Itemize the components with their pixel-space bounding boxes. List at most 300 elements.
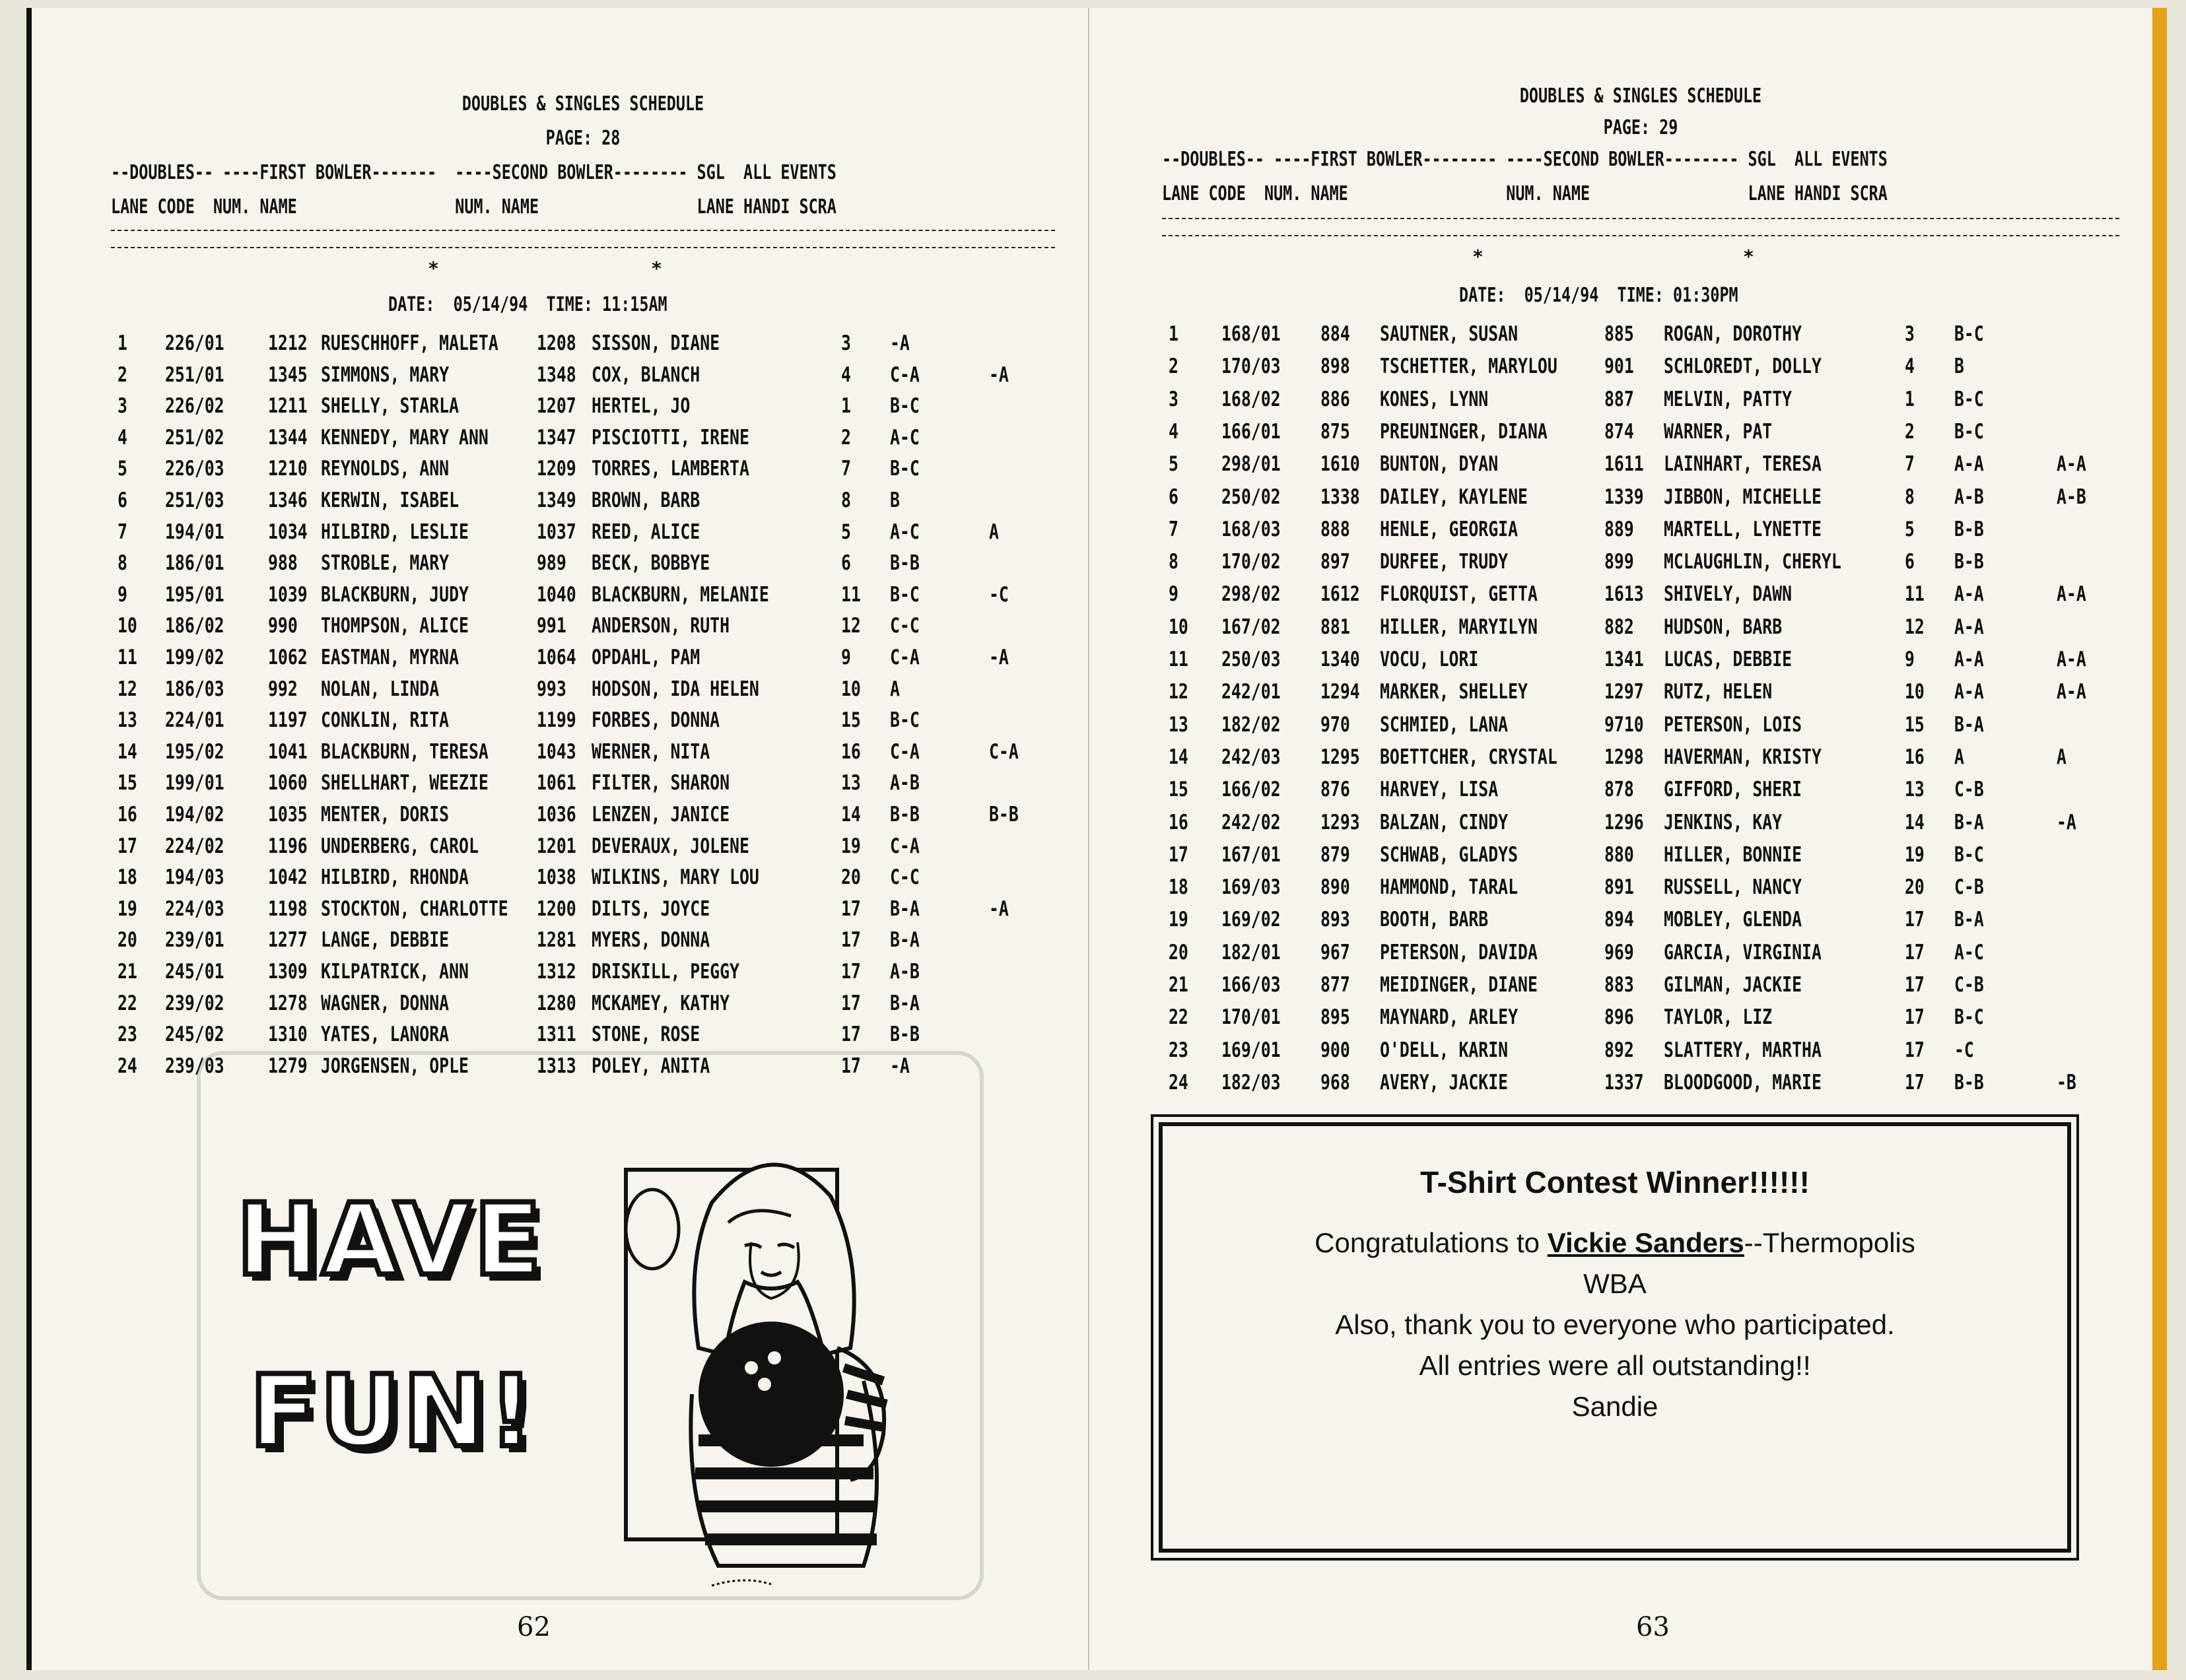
singles-lane: 16	[841, 739, 861, 764]
first-bowler-name: FLORQUIST, GETTA	[1380, 582, 1538, 607]
second-bowler-num: 1281	[537, 928, 576, 953]
first-bowler-name: KILPATRICK, ANN	[321, 960, 469, 984]
handicap-event: B-B	[890, 551, 920, 576]
table-row	[1162, 485, 2119, 518]
first-bowler-num: 881	[1320, 615, 1350, 639]
first-bowler-name: KONES, LYNN	[1380, 387, 1489, 411]
singles-lane: 2	[841, 425, 851, 450]
row-number: 13	[118, 708, 137, 733]
first-bowler-name: BLACKBURN, JUDY	[321, 582, 469, 607]
singles-lane: 17	[841, 960, 861, 984]
first-bowler-num: 875	[1320, 419, 1350, 444]
first-bowler-num: 1197	[268, 708, 308, 733]
table-row	[1162, 745, 2119, 778]
row-number: 15	[1169, 778, 1188, 802]
second-bowler-name: HILLER, BONNIE	[1664, 842, 1802, 867]
singles-lane: 5	[1905, 517, 1915, 541]
second-bowler-name: GIFFORD, SHERI	[1664, 778, 1802, 802]
singles-lane: 17	[1905, 908, 1925, 932]
org-line: WBA	[1583, 1268, 1647, 1299]
row-number: 17	[1169, 842, 1188, 867]
table-row	[1162, 518, 2119, 551]
handicap-event: A-A	[1954, 452, 1984, 477]
row-number: 19	[1169, 908, 1188, 932]
row-number: 11	[118, 646, 137, 669]
second-bowler-num: 1207	[537, 394, 576, 419]
first-bowler-name: MEIDINGER, DIANE	[1380, 973, 1538, 997]
thanks-line: Also, thank you to everyone who participated.	[1335, 1309, 1895, 1340]
first-bowler-num: 1293	[1320, 810, 1360, 834]
doubles-lane-code: 170/01	[1221, 1005, 1281, 1030]
first-bowler-name: HARVEY, LISA	[1380, 778, 1499, 802]
table-row	[1162, 713, 2119, 746]
schedule-title: DOUBLES & SINGLES SCHEDULE	[1519, 84, 1762, 108]
singles-lane: 17	[841, 928, 861, 953]
second-bowler-num: 887	[1604, 387, 1634, 411]
first-bowler-num: 884	[1320, 322, 1350, 346]
doubles-lane-code: 226/02	[165, 394, 224, 419]
singles-lane: 17	[841, 896, 861, 921]
first-bowler-name: SIMMONS, MARY	[321, 362, 450, 387]
singles-lane: 17	[1905, 1005, 1925, 1030]
first-bowler-name: STOCKTON, CHARLOTTE	[321, 896, 508, 921]
singles-lane: 2	[1905, 419, 1915, 444]
second-bowler-name: LAINHART, TERESA	[1664, 452, 1822, 477]
first-bowler-name: HILLER, MARYILYN	[1380, 615, 1538, 639]
second-bowler-num: 969	[1604, 940, 1634, 964]
page-number: 63	[1636, 1612, 1670, 1642]
doubles-lane-code: 250/02	[1221, 485, 1281, 509]
first-bowler-name: WAGNER, DONNA	[321, 991, 450, 1015]
scratch-event: A-A	[2057, 648, 2086, 671]
row-number: 18	[1169, 875, 1188, 900]
first-bowler-num: 1198	[268, 896, 308, 921]
handicap-event: B	[1954, 354, 1964, 379]
singles-lane: 7	[1905, 452, 1915, 477]
singles-lane: 12	[841, 614, 861, 638]
singles-lane: 11	[841, 582, 861, 607]
table-row	[111, 740, 1055, 773]
doubles-lane-code: 298/02	[1221, 582, 1281, 607]
second-bowler-num: 1209	[537, 457, 576, 481]
second-bowler-name: RUTZ, HELEN	[1664, 680, 1773, 704]
first-bowler-num: 1294	[1320, 680, 1360, 704]
second-bowler-num: 894	[1604, 908, 1634, 932]
table-row	[1162, 1005, 2119, 1038]
first-bowler-name: UNDERBERG, CAROL	[321, 834, 479, 858]
scratch-event: B-B	[989, 803, 1019, 826]
handicap-event: B-A	[890, 928, 920, 953]
winner-name: Vickie Sanders	[1547, 1227, 1744, 1258]
singles-lane: 13	[1905, 778, 1925, 802]
second-bowler-num: 991	[537, 614, 566, 638]
first-bowler-num: 1610	[1320, 452, 1360, 477]
second-bowler-num: 1061	[537, 771, 576, 795]
second-bowler-name: LUCAS, DEBBIE	[1664, 648, 1793, 671]
singles-lane: 14	[841, 803, 861, 826]
row-number: 22	[118, 991, 137, 1015]
doubles-lane-code: 167/01	[1221, 842, 1281, 867]
handicap-event: A-C	[1954, 940, 1984, 964]
first-bowler-num: 895	[1320, 1005, 1350, 1030]
row-number: 21	[1169, 973, 1188, 997]
first-bowler-name: DURFEE, TRUDY	[1380, 550, 1509, 574]
first-bowler-name: NOLAN, LINDA	[321, 677, 440, 701]
first-bowler-name: PREUNINGER, DIANA	[1380, 419, 1548, 444]
doubles-lane-code: 245/01	[165, 960, 224, 984]
first-bowler-num: 1279	[268, 1054, 308, 1078]
singles-lane: 3	[841, 331, 851, 355]
scratch-event: A-A	[2057, 680, 2086, 704]
doubles-lane-code: 168/03	[1221, 517, 1281, 541]
table-row	[111, 803, 1055, 836]
first-bowler-num: 1196	[268, 834, 308, 858]
singles-lane: 6	[841, 551, 851, 576]
fun-text-graphic: FUN!	[250, 1355, 537, 1469]
handicap-event: A-C	[890, 425, 920, 450]
doubles-lane-code: 242/02	[1221, 810, 1281, 834]
first-bowler-name: BLACKBURN, TERESA	[321, 739, 489, 764]
doubles-lane-code: 168/02	[1221, 387, 1281, 411]
singles-lane: 17	[1905, 1038, 1925, 1062]
second-bowler-num: 1043	[537, 739, 576, 764]
handicap-event: A-A	[1954, 615, 1984, 639]
second-bowler-num: 1298	[1604, 745, 1644, 769]
doubles-lane-code: 186/03	[165, 677, 224, 701]
second-bowler-num: 1348	[537, 362, 576, 387]
handicap-event: B-A	[890, 991, 920, 1015]
column-header-line-2: LANE CODE NUM. NAME NUM. NAME LANE HANDI SCRA	[111, 195, 837, 218]
first-bowler-num: 992	[268, 677, 298, 701]
singles-lane: 3	[1905, 322, 1915, 346]
first-bowler-name: EASTMAN, MYRNA	[321, 646, 460, 669]
second-bowler-name: HERTEL, JO	[592, 394, 691, 419]
second-bowler-num: 993	[537, 677, 566, 701]
handicap-event: B-B	[890, 803, 920, 826]
singles-lane: 16	[1905, 745, 1925, 769]
singles-lane: 6	[1905, 550, 1915, 574]
handicap-event: B-C	[890, 394, 920, 419]
singles-lane: 7	[841, 457, 851, 481]
doubles-lane-code: 239/01	[165, 928, 224, 953]
row-number: 12	[1169, 680, 1188, 704]
table-row	[111, 363, 1055, 396]
singles-lane: 20	[1905, 875, 1925, 900]
first-bowler-name: HAMMOND, TARAL	[1380, 875, 1519, 900]
row-number: 9	[118, 582, 127, 607]
doubles-lane-code: 186/02	[165, 614, 224, 638]
first-bowler-num: 890	[1320, 875, 1350, 900]
second-bowler-name: REED, ALICE	[592, 520, 700, 544]
second-bowler-name: FILTER, SHARON	[592, 771, 730, 795]
table-row	[111, 551, 1055, 584]
row-number: 5	[118, 457, 127, 481]
congrats-line	[1163, 1223, 2067, 1263]
table-row	[1162, 387, 2119, 420]
table-row	[1162, 680, 2119, 713]
doubles-lane-code: 195/02	[165, 739, 224, 764]
doubles-lane-code: 199/02	[165, 646, 224, 669]
doubles-lane-code: 166/01	[1221, 419, 1281, 444]
doubles-lane-code: 194/03	[165, 865, 224, 890]
row-number: 20	[118, 928, 137, 953]
first-bowler-num: 1309	[268, 960, 308, 984]
first-bowler-num: 988	[268, 551, 298, 576]
handicap-event: -A	[890, 1054, 910, 1078]
row-number: 18	[118, 865, 137, 890]
second-bowler-num: 889	[1604, 517, 1634, 541]
doubles-lane-code: 166/03	[1221, 973, 1281, 997]
scratch-event: -C	[989, 582, 1009, 607]
row-number: 14	[118, 739, 137, 764]
doubles-lane-code: 226/01	[165, 331, 224, 355]
first-bowler-name: BALZAN, CINDY	[1380, 810, 1509, 834]
singles-lane: 15	[1905, 712, 1925, 737]
handicap-event: -C	[1954, 1038, 1974, 1062]
row-number: 9	[1169, 582, 1178, 607]
first-bowler-num: 1212	[268, 331, 308, 355]
table-row	[111, 897, 1055, 930]
doubles-lane-code: 170/02	[1221, 550, 1281, 574]
schedule-title: DOUBLES & SINGLES SCHEDULE	[461, 92, 704, 116]
table-row	[1162, 582, 2119, 615]
handicap-event: B-C	[890, 457, 920, 481]
winner-heading: T-Shirt Contest Winner!!!!!!	[1420, 1165, 1810, 1199]
asterisk-marker: *	[1743, 246, 1754, 267]
doubles-lane-code: 168/01	[1221, 322, 1281, 346]
second-bowler-name: TORRES, LAMBERTA	[592, 457, 749, 481]
singles-lane: 8	[841, 488, 851, 512]
doubles-lane-code: 251/01	[165, 362, 224, 387]
handicap-event: A	[1954, 745, 1964, 769]
table-row	[1162, 941, 2119, 974]
singles-lane: 1	[841, 394, 851, 419]
second-bowler-num: 901	[1604, 354, 1634, 379]
second-bowler-name: GILMAN, JACKIE	[1664, 973, 1802, 997]
second-bowler-num: 1611	[1604, 452, 1644, 477]
second-bowler-name: BLACKBURN, MELANIE	[592, 582, 769, 607]
doubles-lane-code: 169/02	[1221, 908, 1281, 932]
handicap-event: C-B	[1954, 973, 1984, 997]
table-row	[111, 614, 1055, 647]
first-bowler-name: HILBIRD, RHONDA	[321, 865, 469, 890]
table-row	[111, 771, 1055, 804]
handicap-event: A-B	[1954, 485, 1984, 509]
row-number: 7	[1169, 517, 1178, 541]
first-bowler-num: 900	[1320, 1038, 1350, 1062]
scratch-event: -A	[2057, 810, 2076, 834]
first-bowler-name: SCHWAB, GLADYS	[1380, 842, 1519, 867]
first-bowler-name: HILBIRD, LESLIE	[321, 520, 469, 544]
doubles-lane-code: 170/03	[1221, 354, 1281, 379]
first-bowler-name: AVERY, JACKIE	[1380, 1070, 1509, 1094]
congrats-suffix: --Thermopolis	[1744, 1227, 1915, 1258]
table-row	[1162, 778, 2119, 811]
handicap-event: A-C	[890, 520, 920, 544]
row-number: 3	[118, 394, 127, 419]
table-row	[1162, 648, 2119, 681]
handicap-event: C-A	[890, 646, 920, 669]
singles-lane: 17	[1905, 973, 1925, 997]
second-bowler-name: SLATTERY, MARTHA	[1664, 1038, 1822, 1062]
first-bowler-num: 1035	[268, 803, 308, 826]
first-bowler-name: DAILEY, KAYLENE	[1380, 485, 1528, 509]
second-bowler-name: MYERS, DONNA	[592, 928, 710, 953]
first-bowler-name: MARKER, SHELLEY	[1380, 680, 1528, 704]
first-bowler-num: 1277	[268, 928, 308, 953]
second-bowler-num: 1613	[1604, 582, 1644, 607]
second-bowler-num: 896	[1604, 1005, 1634, 1030]
second-bowler-num: 1339	[1604, 485, 1644, 509]
singles-lane: 10	[1905, 680, 1925, 704]
row-number: 2	[118, 362, 127, 387]
first-bowler-num: 1310	[268, 1023, 308, 1047]
handicap-event: A-A	[1954, 648, 1984, 671]
second-bowler-name: RUSSELL, NANCY	[1664, 875, 1802, 900]
header-rule	[111, 247, 1055, 248]
second-bowler-num: 899	[1604, 550, 1634, 574]
doubles-lane-code: 224/02	[165, 834, 224, 858]
table-row	[111, 834, 1055, 867]
doubles-lane-code: 250/03	[1221, 648, 1281, 671]
row-number: 8	[1169, 550, 1178, 574]
handicap-event: C-C	[890, 614, 920, 638]
row-number: 16	[118, 803, 137, 826]
page-label: PAGE: 29	[1603, 116, 1678, 139]
second-bowler-name: WERNER, NITA	[592, 739, 710, 764]
first-bowler-num: 1042	[268, 865, 308, 890]
row-number: 23	[1169, 1038, 1188, 1062]
second-bowler-num: 882	[1604, 615, 1634, 639]
second-bowler-num: 1297	[1604, 680, 1644, 704]
first-bowler-num: 1338	[1320, 485, 1360, 509]
handicap-event: B-C	[1954, 419, 1984, 444]
singles-lane: 19	[1905, 842, 1925, 867]
singles-lane: 17	[841, 1023, 861, 1047]
row-number: 2	[1169, 354, 1178, 379]
first-bowler-name: KERWIN, ISABEL	[321, 488, 460, 512]
singles-lane: 9	[841, 646, 851, 669]
doubles-lane-code: 166/02	[1221, 778, 1281, 802]
date-time-line: DATE: 05/14/94 TIME: 11:15AM	[388, 293, 667, 316]
handicap-event: C-A	[890, 834, 920, 858]
handicap-event: B-B	[890, 1023, 920, 1047]
row-number: 6	[1169, 485, 1178, 509]
row-number: 7	[118, 520, 127, 544]
second-bowler-name: COX, BLANCH	[592, 362, 700, 387]
table-row	[111, 677, 1055, 710]
second-bowler-name: MCKAMEY, KATHY	[592, 991, 730, 1015]
first-bowler-num: 970	[1320, 712, 1350, 737]
row-number: 6	[118, 488, 127, 512]
doubles-lane-code: 167/02	[1221, 615, 1281, 639]
second-bowler-num: 1201	[537, 834, 576, 858]
singles-lane: 13	[841, 771, 861, 795]
second-bowler-num: 1200	[537, 896, 576, 921]
singles-lane: 5	[841, 520, 851, 544]
second-bowler-num: 1208	[537, 331, 576, 355]
table-row	[111, 708, 1055, 741]
row-number: 23	[118, 1023, 137, 1047]
column-header-line-2: LANE CODE NUM. NAME NUM. NAME LANE HANDI SCRA	[1162, 182, 1888, 205]
row-number: 19	[118, 896, 137, 921]
second-bowler-name: DRISKILL, PEGGY	[592, 960, 739, 984]
header-rule	[1162, 218, 2119, 219]
doubles-lane-code: 245/02	[165, 1023, 224, 1047]
table-row	[1162, 973, 2119, 1006]
first-bowler-name: SAUTNER, SUSAN	[1380, 322, 1519, 346]
table-row	[1162, 550, 2119, 583]
second-bowler-num: 874	[1604, 419, 1634, 444]
row-number: 4	[1169, 419, 1178, 444]
second-bowler-name: POLEY, ANITA	[592, 1054, 710, 1078]
first-bowler-num: 1340	[1320, 648, 1360, 671]
second-bowler-name: ANDERSON, RUTH	[592, 614, 730, 638]
row-number: 21	[118, 960, 137, 984]
column-header-line-1: --DOUBLES-- ----FIRST BOWLER------- ----SECOND BOWLER-------- SGL ALL EVENTS	[111, 161, 837, 184]
second-bowler-num: 1038	[537, 865, 576, 890]
first-bowler-name: JORGENSEN, OPLE	[321, 1054, 469, 1078]
singles-lane: 8	[1905, 485, 1915, 509]
scratch-event: A-A	[2057, 582, 2086, 607]
second-bowler-name: JIBBON, MICHELLE	[1664, 485, 1822, 509]
handicap-event: A-A	[1954, 582, 1984, 607]
handicap-event: A-B	[890, 771, 920, 795]
first-bowler-num: 1612	[1320, 582, 1360, 607]
doubles-lane-code: 239/03	[165, 1054, 224, 1078]
row-number: 5	[1169, 452, 1178, 477]
first-bowler-name: BOETTCHER, CRYSTAL	[1380, 745, 1557, 769]
second-bowler-name: DEVERAUX, JOLENE	[592, 834, 749, 858]
row-number: 4	[118, 425, 127, 450]
doubles-lane-code: 298/01	[1221, 452, 1281, 477]
table-row	[111, 394, 1055, 427]
first-bowler-name: BOOTH, BARB	[1380, 908, 1489, 932]
second-bowler-name: GARCIA, VIRGINIA	[1664, 940, 1822, 964]
singles-lane: 12	[1905, 615, 1925, 639]
singles-lane: 17	[841, 1054, 861, 1078]
second-bowler-name: LENZEN, JANICE	[592, 803, 730, 826]
first-bowler-num: 1295	[1320, 745, 1360, 769]
second-bowler-name: FORBES, DONNA	[592, 708, 720, 733]
second-bowler-name: SHIVELY, DAWN	[1664, 582, 1793, 607]
second-bowler-name: HAVERMAN, KRISTY	[1664, 745, 1822, 769]
row-number: 20	[1169, 940, 1188, 964]
page-number: 62	[517, 1612, 551, 1642]
doubles-lane-code: 224/03	[165, 896, 224, 921]
second-bowler-num: 1347	[537, 425, 576, 450]
handicap-event: B	[890, 488, 900, 512]
row-number: 15	[118, 771, 137, 795]
first-bowler-num: 897	[1320, 550, 1350, 574]
first-bowler-num: 1278	[268, 991, 308, 1015]
asterisk-marker: *	[651, 257, 662, 279]
second-bowler-name: PISCIOTTI, IRENE	[592, 425, 749, 450]
second-bowler-name: MARTELL, LYNETTE	[1664, 517, 1822, 541]
first-bowler-num: 967	[1320, 940, 1350, 964]
first-bowler-name: LANGE, DEBBIE	[321, 928, 450, 953]
row-number: 3	[1169, 387, 1178, 411]
handicap-event: C-C	[890, 865, 920, 890]
table-row	[1162, 420, 2119, 453]
row-number: 24	[118, 1054, 137, 1078]
first-bowler-num: 886	[1320, 387, 1350, 411]
second-bowler-num: 1064	[537, 646, 576, 669]
singles-lane: 14	[1905, 810, 1925, 834]
first-bowler-num: 1345	[268, 362, 308, 387]
first-bowler-name: REYNOLDS, ANN	[321, 457, 450, 481]
first-bowler-name: RUESCHHOFF, MALETA	[321, 331, 498, 355]
